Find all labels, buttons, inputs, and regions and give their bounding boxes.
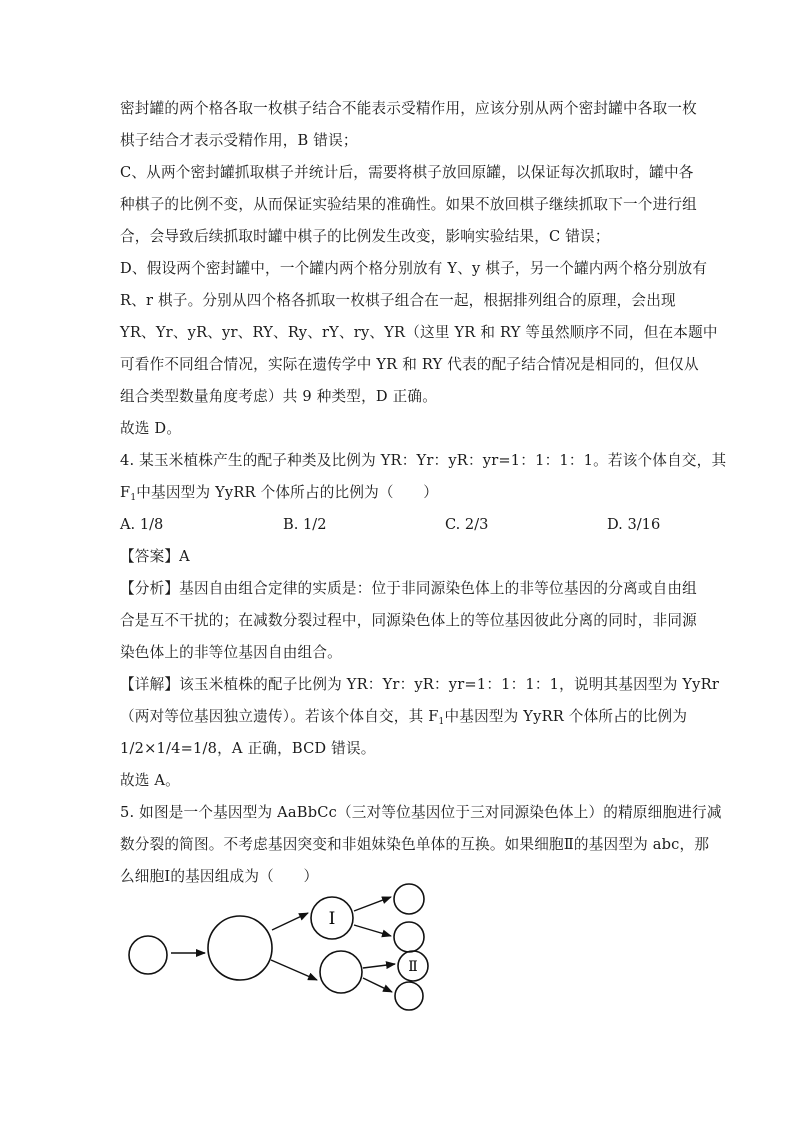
primary-spermatocyte-cell: [208, 916, 272, 980]
detail-text: 中基因型为 YyRR 个体所占的比例为: [444, 708, 688, 725]
detail-text: （两对等位基因独立遗传）。若该个体自交，其 F: [120, 708, 439, 725]
question-5-stem: 数分裂的简图。不考虑基因突变和非姐妹染色单体的互换。如果细胞Ⅱ的基因型为 abc，那: [120, 836, 710, 853]
option-d: D. 3/16: [607, 516, 661, 533]
text-line: 故选 D。: [120, 420, 182, 437]
analysis-line: 合是互不干扰的；在减数分裂过程中，同源染色体上的等位基因彼此分离的同时，非同源: [120, 612, 697, 629]
spermatid-cell: [395, 982, 423, 1010]
analysis-line: 【分析】基因自由组合定律的实质是：位于非同源染色体上的非等位基因的分离或自由组: [120, 580, 697, 597]
text-line: YR、Yr、yR、yr、RY、Ry、rY、ry、YR（这里 YR 和 RY 等虽然顺序不同，但在本题中: [120, 324, 718, 341]
question-5-stem: 5. 如图是一个基因型为 AaBbCc（三对等位基因位于三对同源染色体上）的精原细胞进行减: [120, 804, 722, 821]
answer-line: 【答案】A: [120, 548, 190, 565]
question-4-stem-line2: [120, 483, 438, 508]
text-line: D、假设两个密封罐中，一个罐内两个格分别放有 Y、y 棋子，另一个罐内两个格分别放有: [120, 260, 708, 277]
arrow: [354, 925, 391, 936]
text-line: 种棋子的比例不变，从而保证实验结果的准确性。如果不放回棋子继续抓取下一个进行组: [120, 196, 697, 213]
analysis-line: 染色体上的非等位基因自由组合。: [120, 644, 342, 661]
detail-line: 【详解】该玉米植株的配子比例为 YR：Yr：yR：yr=1：1：1：1，说明其基因型为 YyRr: [120, 676, 719, 693]
spermatogonium-cell: [129, 936, 167, 974]
cell-II-label: Ⅱ: [408, 959, 418, 975]
spermatid-cell: [394, 922, 424, 952]
arrow: [272, 913, 308, 930]
option-a: A. 1/8: [120, 516, 164, 533]
option-c: C. 2/3: [445, 516, 489, 533]
spermatid-cell: [394, 884, 424, 914]
meiosis-diagram: [120, 875, 450, 1020]
arrow: [271, 960, 317, 980]
f1-symbol: F: [120, 484, 131, 501]
detail-line: [120, 707, 687, 732]
secondary-spermatocyte-cell: [320, 951, 362, 993]
detail-line: 1/2×1/4=1/8，A 正确，BCD 错误。: [120, 740, 376, 757]
text-line: R、r 棋子。分别从四个格各抓取一枚棋子组合在一起，根据排列组合的原理，会出现: [120, 292, 676, 309]
text-line: 合，会导致后续抓取时罐中棋子的比例发生改变，影响实验结果，C 错误；: [120, 228, 610, 245]
question-5-stem: 么细胞Ⅰ的基因组成为（ ）: [120, 868, 319, 885]
text-line: 可看作不同组合情况，实际在遗传学中 YR 和 RY 代表的配子结合情况是相同的，但仅从: [120, 356, 699, 373]
text-line: 组合类型数量角度考虑）共 9 种类型，D 正确。: [120, 388, 437, 405]
f1-subscript: 1: [438, 717, 445, 727]
f1-subscript: 1: [130, 493, 137, 503]
arrow: [363, 964, 395, 968]
option-b: B. 1/2: [283, 516, 327, 533]
arrow: [363, 978, 392, 992]
arrow: [354, 897, 391, 911]
question-4-stem: 4. 某玉米植株产生的配子种类及比例为 YR：Yr：yR：yr=1：1：1：1。若该个体自交，其: [120, 452, 727, 469]
text-line: C、从两个密封罐抓取棋子并统计后，需要将棋子放回原罐，以保证每次抓取时，罐中各: [120, 164, 694, 181]
question-4-text: 中基因型为 YyRR 个体所占的比例为（ ）: [136, 484, 439, 501]
text-line: 密封罐的两个格各取一枚棋子结合不能表示受精作用，应该分别从两个密封罐中各取一枚: [120, 100, 697, 117]
text-line: 棋子结合才表示受精作用，B 错误；: [120, 132, 358, 149]
cell-I-label: Ⅰ: [328, 909, 336, 929]
choose-line: 故选 A。: [120, 772, 180, 789]
